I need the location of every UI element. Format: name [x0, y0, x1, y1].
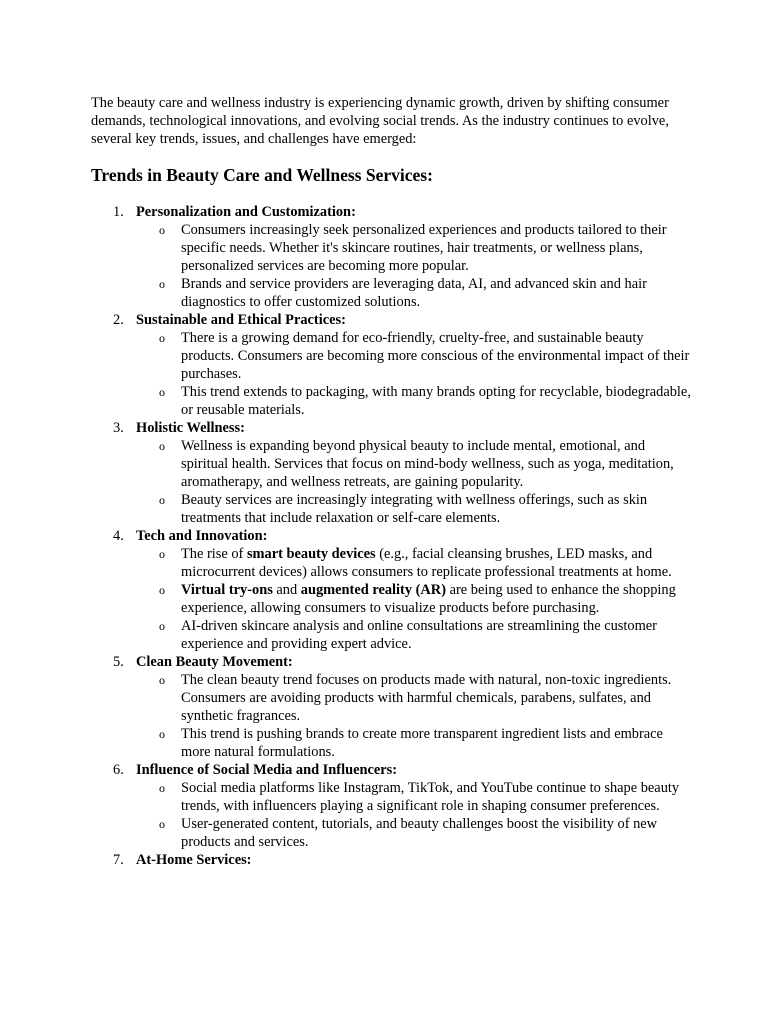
trend-bullet-list — [136, 671, 691, 761]
bullet-item — [136, 725, 691, 761]
bullet-text: (e.g., facial cleansing brushes, LED masks, and microcurrent devices) allows consumers to replicate professional treatments at home. — [181, 546, 672, 580]
bullet-marker: o — [159, 277, 165, 291]
bullet-text: This trend extends to packaging, with many brands opting for recyclable, biodegradable, or reusable materials. — [181, 384, 691, 418]
bullet-item — [136, 581, 691, 617]
trend-number: 3. — [113, 420, 124, 436]
bullet-item — [136, 437, 691, 491]
trend-title: Holistic Wellness: — [136, 420, 245, 436]
bullet-marker: o — [159, 493, 165, 507]
trend-bullet-list — [136, 545, 691, 653]
bullet-text: This trend is pushing brands to create more transparent ingredient lists and embrace more natural formulations. — [181, 726, 663, 760]
bullet-bold-text: augmented reality (AR) — [300, 582, 446, 598]
bullet-item — [136, 545, 691, 581]
trend-bullet-list — [136, 221, 691, 311]
bullet-text: Wellness is expanding beyond physical beauty to include mental, emotional, and spiritual health. Services that focus on mind-body wellness, such as yoga, meditation, aromatherapy, and wellness retreats, are gaining popularity. — [181, 438, 674, 490]
document-page — [91, 94, 691, 869]
bullet-text: are being used to enhance the shopping experience, allowing consumers to visualize products before purchasing. — [181, 582, 676, 616]
bullet-text: The clean beauty trend focuses on products made with natural, non-toxic ingredients. Consumers are avoiding products with harmful chemicals, parabens, sulfates, and synthetic fragrances. — [181, 672, 672, 724]
bullet-marker: o — [159, 727, 165, 741]
trend-title: At-Home Services: — [136, 852, 252, 868]
bullet-marker: o — [159, 547, 165, 561]
trend-item — [91, 419, 691, 527]
bullet-marker: o — [159, 817, 165, 831]
bullet-marker: o — [159, 583, 165, 597]
trend-item — [91, 203, 691, 311]
bullet-text: Beauty services are increasingly integrating with wellness offerings, such as skin treatments that include relaxation or self-care elements. — [181, 492, 648, 526]
trend-title: Tech and Innovation: — [136, 528, 268, 544]
trend-bullet-list — [136, 437, 691, 527]
bullet-item — [136, 221, 691, 275]
bullet-item — [136, 815, 691, 851]
bullet-item — [136, 275, 691, 311]
trend-item — [91, 527, 691, 653]
bullet-marker: o — [159, 223, 165, 237]
trend-number: 4. — [113, 528, 124, 544]
trend-item — [91, 311, 691, 419]
bullet-text: and — [272, 582, 301, 598]
bullet-text: Brands and service providers are leveraging data, AI, and advanced skin and hair diagnostics to offer customized solutions. — [181, 276, 647, 310]
trend-number: 1. — [113, 204, 124, 220]
bullet-marker: o — [159, 781, 165, 795]
bullet-item — [136, 491, 691, 527]
trend-title: Clean Beauty Movement: — [136, 654, 293, 670]
trend-title: Personalization and Customization: — [136, 204, 356, 220]
trend-number: 7. — [113, 852, 124, 868]
bullet-marker: o — [159, 619, 165, 633]
trend-bullet-list — [136, 329, 691, 419]
section-heading: Trends in Beauty Care and Wellness Services: — [91, 165, 433, 185]
trend-number: 2. — [113, 312, 124, 328]
bullet-text: User-generated content, tutorials, and beauty challenges boost the visibility of new products and services. — [181, 816, 658, 850]
bullet-item — [136, 617, 691, 653]
bullet-marker: o — [159, 673, 165, 687]
intro-paragraph: The beauty care and wellness industry is experiencing dynamic growth, driven by shifting consumer demands, technological innovations, and evolving social trends. As the industry continues to evolve, several key trends, issues, and challenges have emerged: — [91, 95, 669, 147]
bullet-text: Consumers increasingly seek personalized experiences and products tailored to their specific needs. Whether it's skincare routines, hair treatments, or wellness plans, personalized services are becoming more popular. — [181, 222, 667, 274]
trend-number: 6. — [113, 762, 124, 778]
trend-item — [91, 761, 691, 851]
bullet-bold-text: Virtual try-ons — [181, 582, 273, 598]
bullet-item — [136, 779, 691, 815]
trend-item — [91, 653, 691, 761]
trend-number: 5. — [113, 654, 124, 670]
trend-title: Sustainable and Ethical Practices: — [136, 312, 346, 328]
trends-list — [91, 203, 691, 869]
bullet-text: The rise of — [181, 546, 247, 562]
bullet-text: AI-driven skincare analysis and online consultations are streamlining the customer experience and providing expert advice. — [181, 618, 657, 652]
bullet-marker: o — [159, 439, 165, 453]
bullet-item — [136, 671, 691, 725]
bullet-marker: o — [159, 385, 165, 399]
bullet-item — [136, 329, 691, 383]
bullet-bold-text: smart beauty devices — [246, 546, 376, 562]
bullet-text: There is a growing demand for eco-friendly, cruelty-free, and sustainable beauty products. Consumers are becoming more conscious of the environmental impact of their purchases. — [181, 330, 690, 382]
trend-title: Influence of Social Media and Influencers: — [136, 762, 398, 778]
bullet-marker: o — [159, 331, 165, 345]
trend-item — [91, 851, 691, 869]
trend-bullet-list — [136, 779, 691, 851]
bullet-item — [136, 383, 691, 419]
bullet-text: Social media platforms like Instagram, TikTok, and YouTube continue to shape beauty trends, with influencers playing a significant role in shaping consumer preferences. — [181, 780, 680, 814]
